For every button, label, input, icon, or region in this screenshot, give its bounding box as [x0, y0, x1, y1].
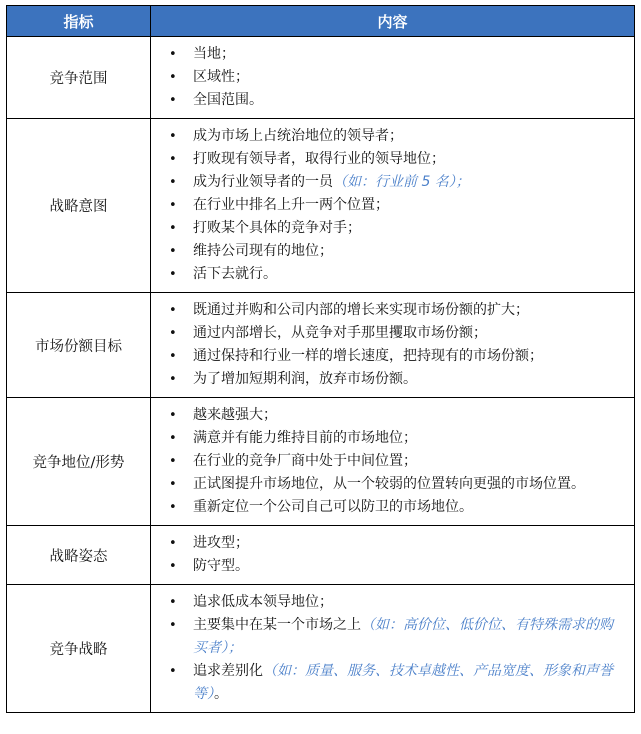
list-item-text: 打败某个具体的竞争对手；: [193, 220, 361, 236]
list-item-text: 主要集中在某一个市场之上: [193, 617, 361, 633]
list-item: [157, 194, 626, 217]
content-cell: [151, 293, 635, 398]
indicator-table: [6, 5, 635, 713]
bullet-list: [157, 43, 626, 112]
bullet-icon: •: [169, 500, 177, 515]
list-item: [157, 368, 626, 391]
list-item: [157, 66, 626, 89]
list-item: [157, 496, 626, 519]
list-item: [157, 240, 626, 263]
bullet-icon: •: [169, 349, 177, 364]
list-item-text: 全国范围。: [193, 92, 263, 108]
bullet-icon: •: [169, 175, 177, 190]
list-item-text: 成为行业领导者的一员: [193, 174, 333, 190]
list-item: [157, 427, 626, 450]
header-content: 内容: [151, 6, 635, 37]
table-row: [7, 37, 635, 119]
list-item-text: 既通过并购和公司内部的增长来实现市场份额的扩大；: [193, 302, 529, 318]
list-item-example-note: （如：行业前 5 名）；: [333, 174, 470, 190]
bullet-icon: •: [169, 221, 177, 236]
bullet-icon: •: [169, 559, 177, 574]
bullet-icon: •: [169, 408, 177, 423]
list-item-tail: 。: [214, 686, 228, 702]
indicator-cell: 竞争地位/形势: [7, 398, 151, 526]
bullet-list: [157, 125, 626, 286]
bullet-list: [157, 532, 626, 578]
indicator-cell: 竞争范围: [7, 37, 151, 119]
bullet-icon: •: [169, 536, 177, 551]
list-item-text: 通过保持和行业一样的增长速度，把持现有的市场份额；: [193, 348, 543, 364]
table-row: [7, 526, 635, 585]
list-item-text: 正试图提升市场地位，从一个较弱的位置转向更强的市场位置。: [193, 476, 585, 492]
table-header-row: [7, 6, 635, 37]
list-item-example-note: （如：高价位、低价位、有特殊需求的购买者）；: [193, 617, 613, 656]
list-item-text: 当地；: [193, 46, 235, 62]
list-item-text: 为了增加短期利润，放弃市场份额。: [193, 371, 417, 387]
content-cell: [151, 526, 635, 585]
list-item-text: 追求低成本领导地位；: [193, 594, 333, 610]
list-item: [157, 263, 626, 286]
list-item: [157, 322, 626, 345]
indicator-cell: 市场份额目标: [7, 293, 151, 398]
list-item-text: 区域性；: [193, 69, 249, 85]
list-item-text: 越来越强大；: [193, 407, 277, 423]
bullet-icon: •: [169, 267, 177, 282]
list-item-text: 活下去就行。: [193, 266, 277, 282]
list-item-text: 成为市场上占统治地位的领导者；: [193, 128, 403, 144]
bullet-icon: •: [169, 198, 177, 213]
bullet-icon: •: [169, 454, 177, 469]
list-item: [157, 532, 626, 555]
bullet-icon: •: [169, 431, 177, 446]
list-item-text: 打败现有领导者，取得行业的领导地位；: [193, 151, 445, 167]
list-item: [157, 171, 626, 194]
bullet-icon: •: [169, 93, 177, 108]
list-item: [157, 450, 626, 473]
indicator-table-container: [6, 5, 635, 713]
bullet-icon: •: [169, 664, 177, 679]
list-item: [157, 89, 626, 112]
bullet-icon: •: [169, 595, 177, 610]
list-item: [157, 345, 626, 368]
bullet-icon: •: [169, 618, 177, 633]
list-item: [157, 148, 626, 171]
list-item-text: 在行业中排名上升一两个位置；: [193, 197, 389, 213]
table-row: [7, 398, 635, 526]
list-item: [157, 473, 626, 496]
bullet-icon: •: [169, 70, 177, 85]
list-item-text: 重新定位一个公司自己可以防卫的市场地位。: [193, 499, 473, 515]
list-item: [157, 43, 626, 66]
indicator-cell: 战略意图: [7, 119, 151, 293]
list-item: [157, 217, 626, 240]
header-indicator: 指标: [7, 6, 151, 37]
bullet-list: [157, 404, 626, 519]
content-cell: [151, 398, 635, 526]
bullet-list: [157, 299, 626, 391]
bullet-icon: •: [169, 326, 177, 341]
bullet-icon: •: [169, 152, 177, 167]
list-item-text: 追求差别化: [193, 663, 263, 679]
indicator-cell: 竞争战略: [7, 585, 151, 713]
table-row: [7, 119, 635, 293]
bullet-list: [157, 591, 626, 706]
list-item-text: 进攻型；: [193, 535, 249, 551]
list-item: [157, 614, 626, 660]
bullet-icon: •: [169, 303, 177, 318]
bullet-icon: •: [169, 477, 177, 492]
bullet-icon: •: [169, 129, 177, 144]
table-row: [7, 585, 635, 713]
list-item: [157, 404, 626, 427]
list-item: [157, 591, 626, 614]
list-item: [157, 299, 626, 322]
list-item: [157, 555, 626, 578]
bullet-icon: •: [169, 244, 177, 259]
list-item: [157, 125, 626, 148]
list-item-text: 维持公司现有的地位；: [193, 243, 333, 259]
bullet-icon: •: [169, 47, 177, 62]
list-item-text: 在行业的竞争厂商中处于中间位置；: [193, 453, 417, 469]
list-item-example-note: （如：质量、服务、技术卓越性、产品宽度、形象和声誉等）: [193, 663, 613, 702]
list-item-text: 防守型。: [193, 558, 249, 574]
content-cell: [151, 37, 635, 119]
list-item-text: 通过内部增长，从竞争对手那里攫取市场份额；: [193, 325, 487, 341]
list-item: [157, 660, 626, 706]
list-item-text: 满意并有能力维持目前的市场地位；: [193, 430, 417, 446]
content-cell: [151, 119, 635, 293]
bullet-icon: •: [169, 372, 177, 387]
indicator-cell: 战略姿态: [7, 526, 151, 585]
table-row: [7, 293, 635, 398]
table-body: [7, 37, 635, 713]
content-cell: [151, 585, 635, 713]
